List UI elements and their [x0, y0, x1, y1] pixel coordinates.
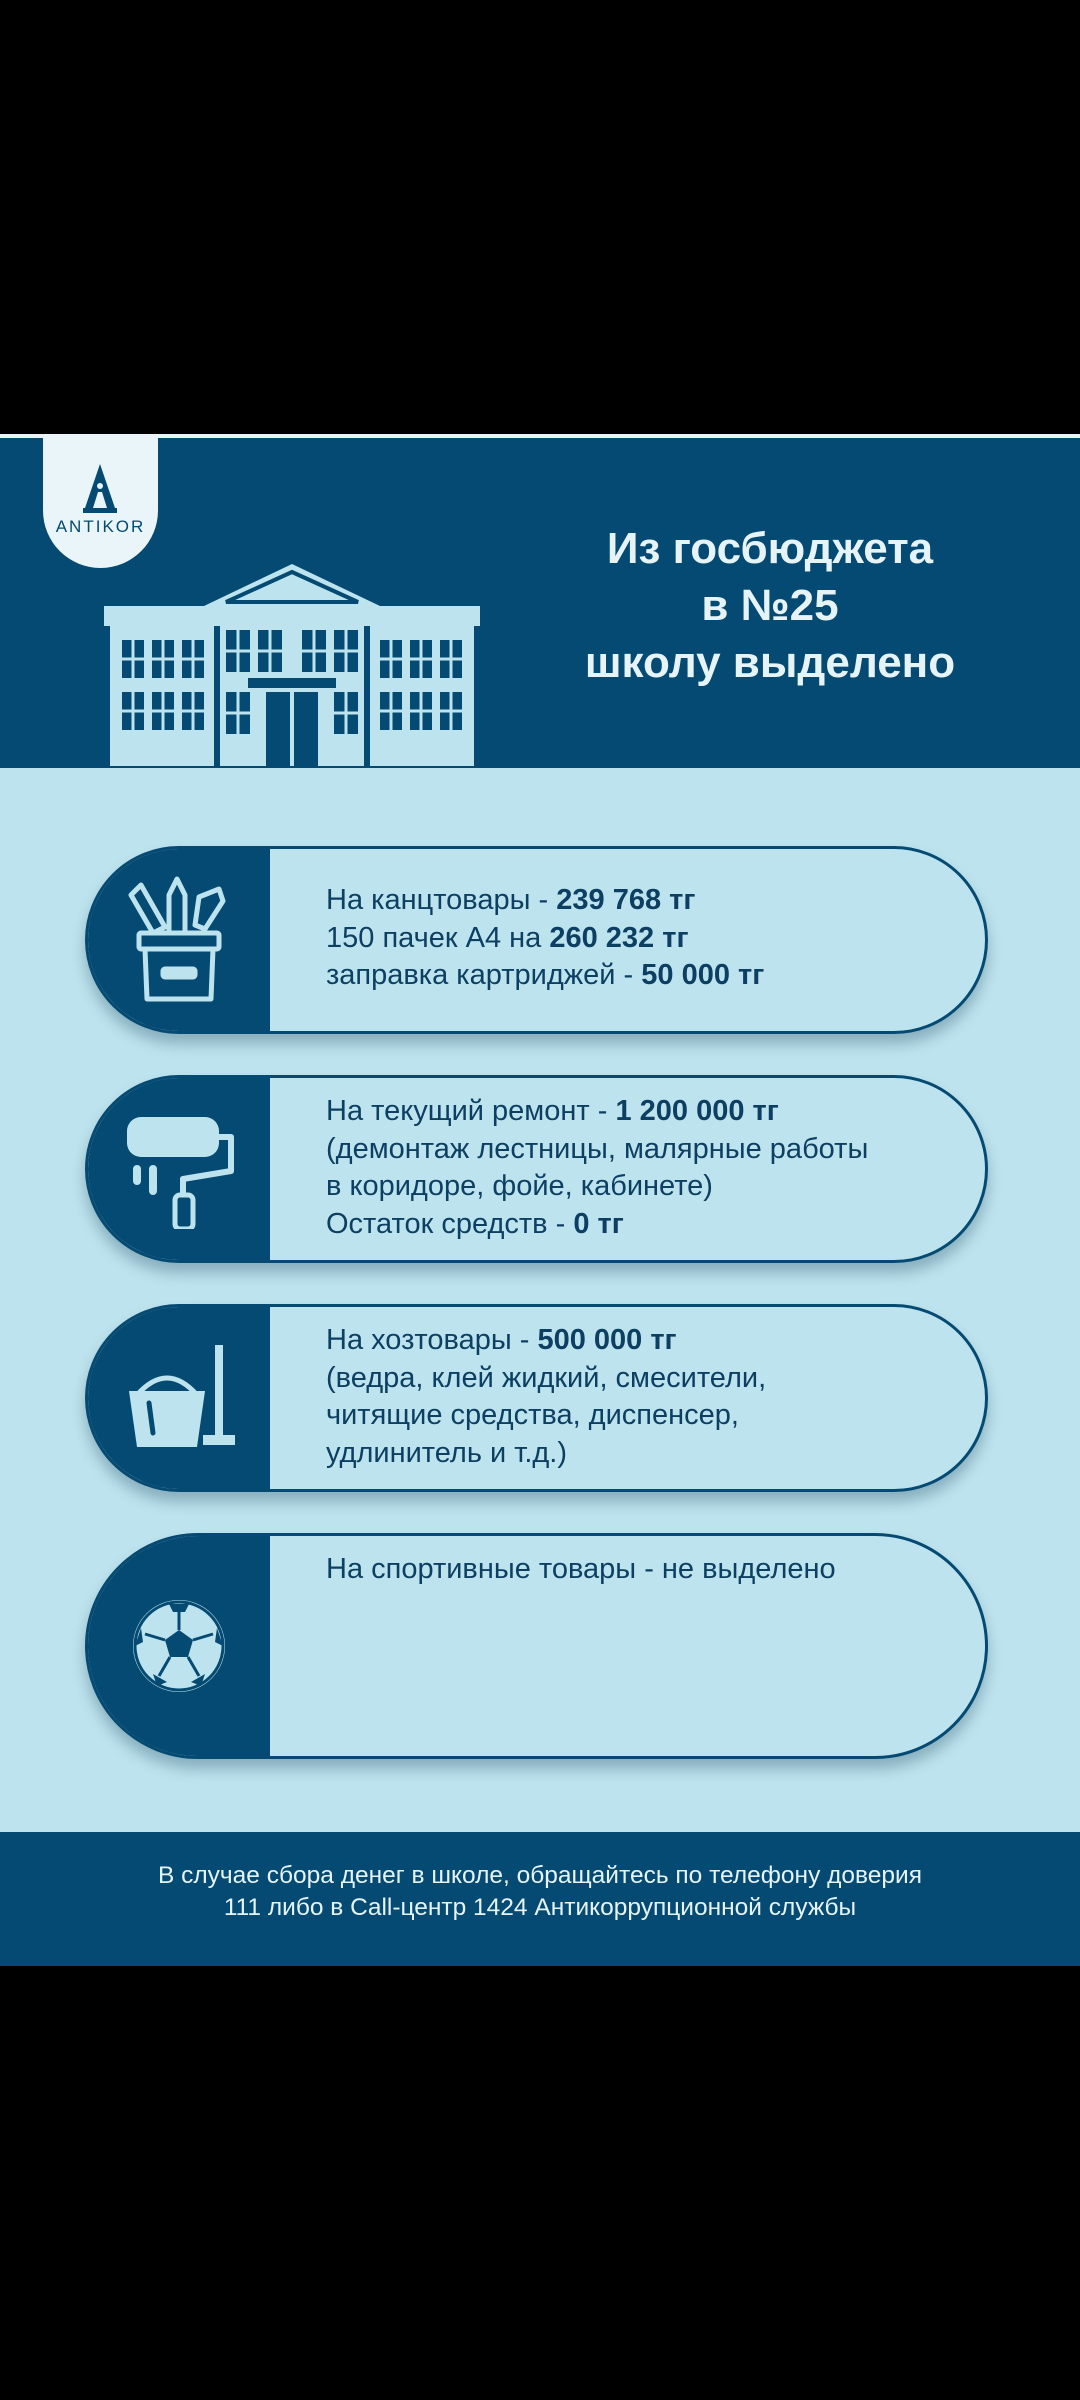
budget-card-sports [85, 1533, 988, 1759]
soccer-ball-icon [129, 1596, 229, 1696]
card-line: На спортивные товары - не выделено [326, 1553, 836, 1585]
stationery-box-icon [119, 875, 239, 1005]
card-line: в коридоре, фойе, кабинете) [326, 1170, 713, 1202]
infographic-poster [0, 434, 1080, 1966]
logo-text: ANTIKOR [55, 517, 146, 536]
title-line-3: школу выделено [584, 638, 956, 687]
card-line: удлинитель и т.д.) [326, 1436, 568, 1469]
card-amount: 260 232 тг [549, 921, 689, 954]
card-amount: 0 тг [573, 1207, 624, 1240]
school-building-icon [104, 560, 480, 766]
paint-roller-icon [119, 1109, 239, 1229]
card-text [326, 882, 925, 995]
card-line: На хозтовары - [326, 1324, 538, 1356]
title-line-1: Из госбюджета [606, 524, 934, 573]
card-line: На текущий ремонт - [326, 1095, 616, 1127]
card-amount: 1 200 000 тг [615, 1095, 779, 1127]
budget-card-household [85, 1304, 988, 1492]
card-icon-panel [88, 1078, 270, 1260]
budget-card-repair [85, 1075, 988, 1263]
card-line: (ведра, клей жидкий, смесители, [326, 1361, 767, 1394]
card-amount: 500 000 тг [537, 1324, 677, 1356]
card-text [326, 1551, 925, 1589]
footer-line-1: В случае сбора денег в школе, обращайтесь по телефону доверия [157, 1862, 923, 1889]
card-line: 150 пачек А4 на [326, 921, 550, 954]
bucket-mop-icon [119, 1343, 239, 1453]
card-text [326, 1093, 925, 1243]
page-title [540, 520, 1000, 691]
card-amount: 239 768 тг [556, 884, 696, 916]
card-line: На канцтовары - [326, 884, 557, 916]
pen-nib-icon [77, 462, 123, 514]
footer-line-2: 111 либо в Call-центр 1424 Антикоррупционной службы [223, 1894, 857, 1921]
card-icon-panel [88, 849, 270, 1031]
card-line: заправка картриджей - [326, 959, 642, 991]
header-banner [0, 438, 1080, 768]
card-text [326, 1322, 925, 1472]
antikor-logo [43, 438, 158, 568]
card-line: читящие средства, диспенсер, [326, 1399, 739, 1431]
card-amount: 50 000 тг [641, 959, 765, 991]
card-icon-panel [88, 1307, 270, 1489]
title-line-2: в №25 [701, 581, 839, 630]
footer-banner [0, 1832, 1080, 1966]
card-line: (демонтаж лестницы, малярные работы [326, 1132, 869, 1165]
card-icon-panel [88, 1536, 270, 1756]
budget-card-stationery [85, 846, 988, 1034]
card-line: Остаток средств - [326, 1207, 574, 1240]
